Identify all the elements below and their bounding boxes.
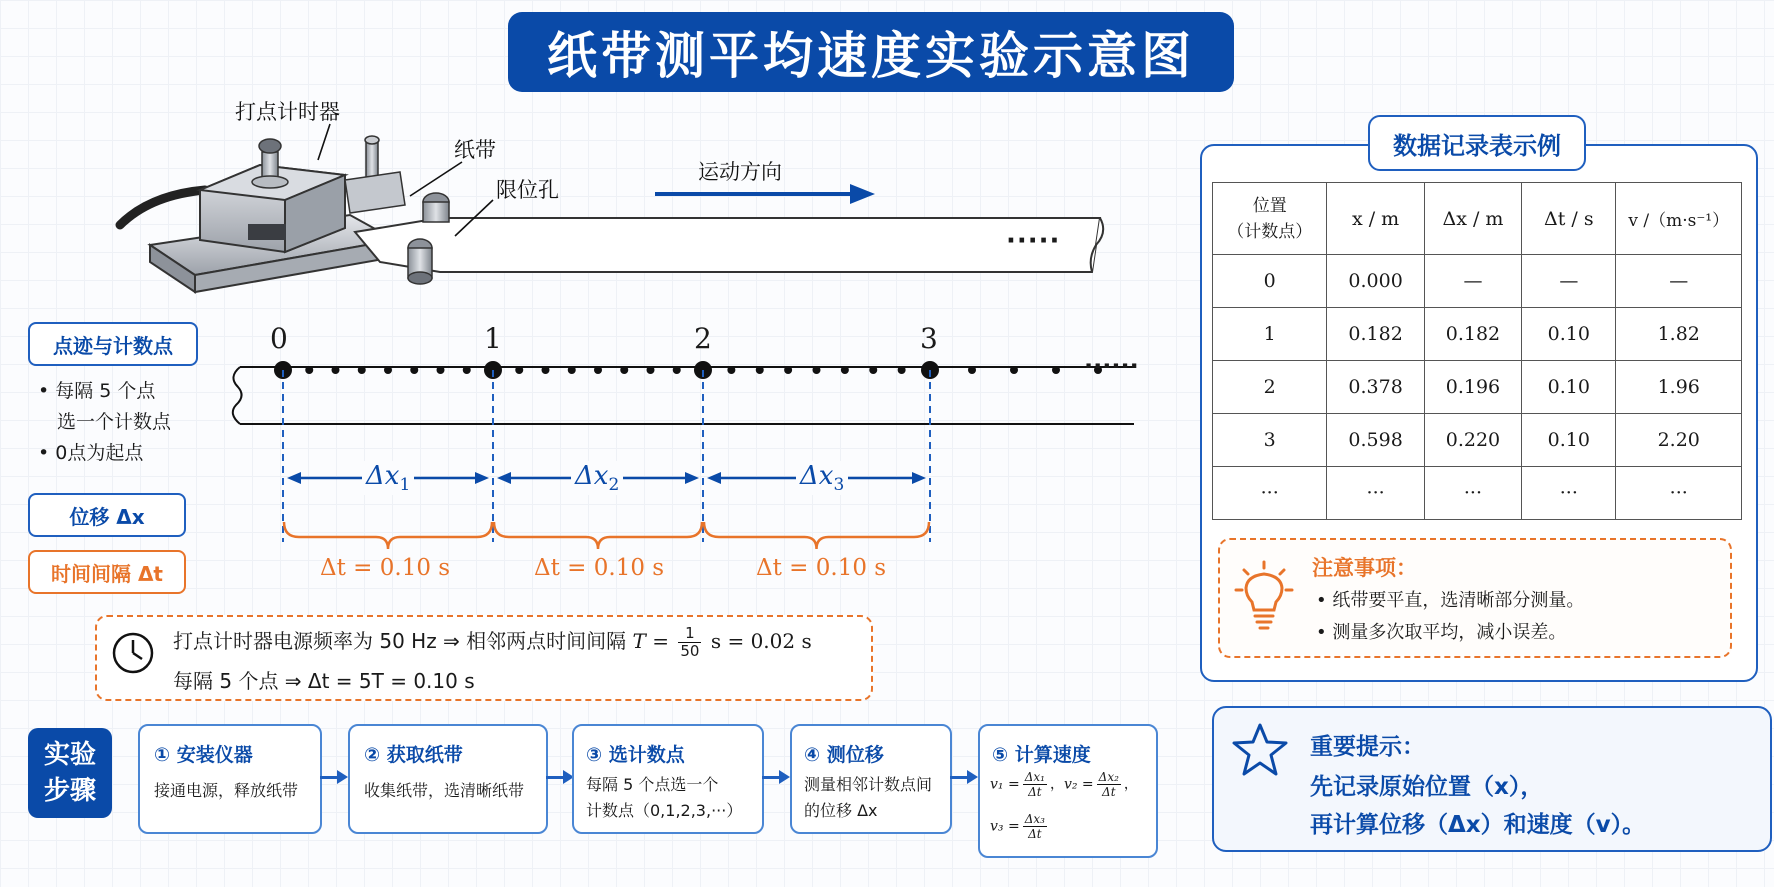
table-row [1213, 361, 1742, 414]
step-arrow-4 [950, 776, 974, 779]
notes-title: 注意事项： [1312, 556, 1417, 580]
dx-arrow-head-right-2 [685, 472, 699, 484]
table-header-row [1213, 183, 1742, 255]
table-cell: ··· [1616, 467, 1742, 520]
step-arrow-1 [320, 776, 344, 779]
tape-continuation-dots: ····· [1006, 226, 1061, 256]
table-cell: 0.378 [1327, 361, 1424, 414]
displacement-box: 位移 Δx [28, 493, 186, 537]
table-row [1213, 255, 1742, 308]
star-icon [1230, 722, 1290, 778]
dt-label-2: Δt = 0.10 s [534, 555, 665, 581]
dx1-label: $\Delta x_1$ [362, 461, 414, 495]
tip-line-1: 先记录原始位置（x）， [1310, 774, 1544, 800]
timer-label: 打点计时器 [235, 100, 340, 124]
tape-dot [968, 366, 976, 374]
tape-dot [594, 366, 602, 374]
tape-label: 纸带 [454, 138, 496, 162]
table-cell: — [1616, 255, 1742, 308]
tape-dot [1010, 366, 1018, 374]
table-cell: 0.10 [1522, 414, 1616, 467]
tape-dot [358, 366, 366, 374]
table-cell: 1 [1213, 308, 1327, 361]
formula-box [95, 615, 873, 701]
dx-arrow-head-left-3 [707, 472, 721, 484]
col-header-x: x / m [1327, 183, 1424, 255]
tape-dot [463, 366, 471, 374]
table-cell: 0.182 [1424, 308, 1521, 361]
table-cell: ··· [1522, 467, 1616, 520]
table-cell: 3 [1213, 414, 1327, 467]
dx2-label: $\Delta x_2$ [571, 461, 623, 495]
table-cell: 2 [1213, 361, 1327, 414]
tip-line-2: 再计算位移（Δx）和速度（v）。 [1310, 812, 1646, 838]
tape-dot [437, 366, 445, 374]
table-cell: 0.000 [1327, 255, 1424, 308]
step-1: ① 安装仪器 接通电源，释放纸带 [138, 724, 322, 834]
dx-arrow-head-left-1 [287, 472, 301, 484]
col-header-dt: Δt / s [1522, 183, 1616, 255]
col-header-position: 位置 （计数点） [1213, 183, 1327, 255]
tape-dot [305, 366, 313, 374]
tape-dot [1052, 366, 1060, 374]
step-arrow-2 [546, 776, 570, 779]
dt-label-1: Δt = 0.10 s [320, 555, 451, 581]
tape-dot [841, 366, 849, 374]
tape-dot [410, 366, 418, 374]
table-cell: 0.182 [1327, 308, 1424, 361]
table-cell: — [1424, 255, 1521, 308]
table-cell: — [1522, 255, 1616, 308]
table-cell: ··· [1327, 467, 1424, 520]
table-cell: ··· [1424, 467, 1521, 520]
tape-tail-dots: ······ [1084, 352, 1139, 380]
tape-dot [813, 366, 821, 374]
col-header-dx: Δx / m [1424, 183, 1521, 255]
steps-tag: 实验 步骤 [28, 728, 112, 818]
dashed-lines [283, 370, 930, 542]
velocity-formula-1: v₁ = $\frac{\text{Δx₁}}{\Delta t}$ ，v₂ = $\frac{\text{Δx₂}}{\Delta t}$ ， [990, 770, 1138, 799]
table-title: 数据记录表示例 [1368, 115, 1586, 171]
dx3-label: $\Delta x_3$ [796, 461, 848, 495]
direction-label: 运动方向 [698, 160, 782, 184]
step-3: ③ 选计数点 每隔 5 个点选一个 计数点（0,1,2,3,···） [572, 724, 764, 834]
tape-dot [542, 366, 550, 374]
tape-dot [647, 366, 655, 374]
tape-dot [332, 366, 340, 374]
dt-braces [284, 522, 929, 549]
limit-hole-label: 限位孔 [496, 178, 559, 202]
table-cell: 1.96 [1616, 361, 1742, 414]
tape-dot [869, 366, 877, 374]
interval-box: 时间间隔 Δt [28, 550, 186, 594]
note-item-1: • 纸带要平直，选清晰部分测量。 [1316, 590, 1585, 611]
dt-label-3: Δt = 0.10 s [756, 555, 887, 581]
tape-dot [515, 366, 523, 374]
tape-dot [727, 366, 735, 374]
dx-arrow-head-left-2 [497, 472, 511, 484]
tape-dot [756, 366, 764, 374]
dt-brace-3 [704, 522, 929, 549]
table-row [1213, 414, 1742, 467]
step-5: ⑤ 计算速度 v₁ = $\frac{\text{Δx₁}}{\Delta t}$ ，v₂ = $\frac{\text{Δx₂}}{\Delta t}$ ， v₃ = $\frac{\text{Δx₃}}{\Delta t}$ [978, 724, 1158, 858]
lightbulb-icon [1234, 560, 1294, 632]
velocity-formula-2: v₃ = $\frac{\text{Δx₃}}{\Delta t}$ [990, 812, 1045, 841]
count-label-2: 2 [694, 322, 712, 355]
col-header-v: v /（m·s⁻¹） [1616, 183, 1742, 255]
page-title: 纸带测平均速度实验示意图 [508, 12, 1234, 92]
bullet-item-1b: 选一个计数点 [57, 411, 172, 433]
formula-line-2: 每隔 5 个点 ⇒ Δt = 5T = 0.10 s [173, 669, 475, 693]
tape-dot [673, 366, 681, 374]
count-label-3: 3 [920, 322, 938, 355]
table-cell: 0.10 [1522, 308, 1616, 361]
tape-dot [620, 366, 628, 374]
table-cell: 0.10 [1522, 361, 1616, 414]
table-row [1213, 467, 1742, 520]
step-arrow-3 [762, 776, 786, 779]
data-table [1212, 182, 1742, 520]
tape-dot [384, 366, 392, 374]
bullet-item-1a: • 每隔 5 个点 [38, 380, 156, 402]
dx-arrow-head-right-3 [912, 472, 926, 484]
note-item-2: • 测量多次取平均，减小误差。 [1316, 622, 1567, 643]
count-label-0: 0 [270, 322, 288, 355]
table-cell: 0 [1213, 255, 1327, 308]
tip-box [1212, 706, 1772, 852]
table-row [1213, 308, 1742, 361]
clock-icon [111, 631, 155, 675]
tape-dot [784, 366, 792, 374]
table-cell: 0.196 [1424, 361, 1521, 414]
table-cell: ··· [1213, 467, 1327, 520]
step-2: ② 获取纸带 收集纸带，选清晰纸带 [348, 724, 548, 834]
count-label-1: 1 [484, 322, 502, 355]
notes-box [1218, 538, 1732, 658]
table-cell: 0.220 [1424, 414, 1521, 467]
table-cell: 0.598 [1327, 414, 1424, 467]
table-cell: 1.82 [1616, 308, 1742, 361]
dx-arrow-head-right-1 [475, 472, 489, 484]
dots-box: 点迹与计数点 [28, 322, 198, 366]
tip-title: 重要提示： [1310, 734, 1425, 760]
dt-brace-2 [494, 522, 702, 549]
table-cell: 2.20 [1616, 414, 1742, 467]
formula-line-1: 打点计时器电源频率为 50 Hz ⇒ 相邻两点时间间隔 T = $\frac{1}{50}$ s = 0.02 s [173, 624, 812, 660]
bullet-item-2: • 0点为起点 [38, 442, 144, 464]
tape-dot [898, 366, 906, 374]
count-points [274, 361, 939, 379]
step-4: ④ 测位移 测量相邻计数点间 的位移 Δx [790, 724, 952, 834]
tape-dot [568, 366, 576, 374]
dt-brace-1 [284, 522, 492, 549]
